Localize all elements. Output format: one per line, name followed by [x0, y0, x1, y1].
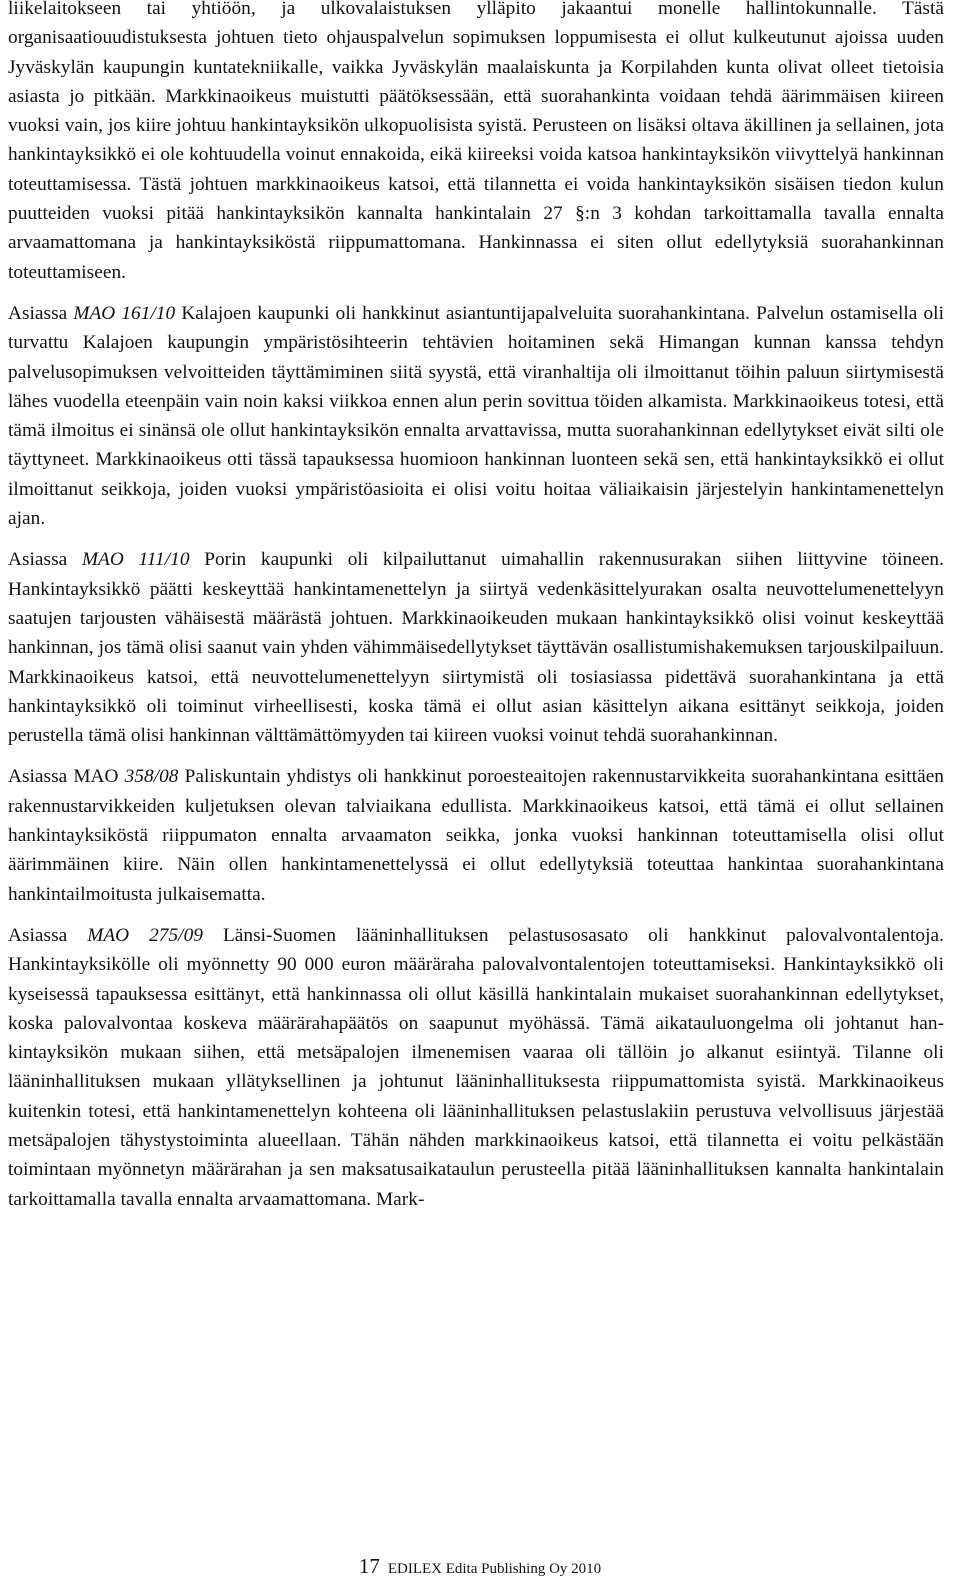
paragraph-2-prefix: Asiassa — [8, 302, 74, 324]
paragraph-2 — [8, 299, 944, 533]
paragraph-4-prefix: Asiassa MAO — [8, 766, 125, 788]
case-reference: MAO 111/10 — [81, 549, 190, 571]
paragraph-3-text: Porin kaupunki oli kilpailuttanut uimahallin rakennusurakan siihen liittyvine töineen. Hankintayksikkö päätti keskeyttää hankintamenettelyn ja siirtyä vedenkäsittelyurakan osalta neuvottelumenettelyyn saatujen tarjousten vähäisestä määrästä johtuen. Markkinaoikeuden mukaan hankintayksikkö olisi voinut keskeyttää hankinnan, jos tämä olisi saanut vain yhden vähimmäisedellytykset täyttävän osallistumishakemuksen tarjouskilpailuun. Markkinaoikeus katsoi, että neuvottelumenettelyyn siirtymistä oli tosiasiassa pidettävä suorahankintana ja että hankintayksikkö oli toiminut virheellisesti, koska tämä ei ollut asian käsittelyn aikana esittänyt seikkoja, joiden perustella tämä olisi hankinnan välttämättömyyden tai kiireen vuoksi voinut tehdä suorahankinnan. — [8, 549, 944, 747]
paragraph-3-prefix: Asiassa — [8, 549, 82, 571]
case-reference: MAO 275/09 — [87, 924, 203, 946]
publisher-credit: EDILEX Edita Publishing Oy 2010 — [387, 1561, 602, 1577]
paragraph-4-text: Paliskuntain yhdistys oli hankkinut poroesteaitojen rakennustarvikkeita suorahankintana esittäen rakennustarvikkeiden kuljetuksen olevan talviaikana edullista. Markkinaoikeus katsoi, että tämä ei ollut sellainen hankintayksiköstä riippumaton ennalta arvaamaton seikka, jonka vuoksi hankinnan toteuttamisella olisi ollut äärimmäinen kiire. Näin ollen hankintamenettelyssä ei ollut edellytyksiä toteuttaa hankintaa suorahankintana hankintailmoitusta julkaisematta. — [8, 766, 944, 905]
paragraph-5-text: Länsi-Suomen lääninhallituksen pelastusosasato oli hankkinut palovalvontalentoja. Hankintayksikölle oli myönnetty 90 000 euron määräraha palovalvontalentojen toteuttamiseksi. Hankintayksikkö oli kyseisessä tapauksessa esittänyt, että hankinnassa oli ollut käsillä hankintalain mukaiset suorahankinnan edellytykset, koska palovalvontaa koskeva määrärahapäätös on saapunut myöhässä. Tämä aikatauluongelma oli johtanut hankintayksikön mukaan siihen, että metsäpalojen ilmenemisen vaaraa oli tällöin jo alkanut esiintyä. Tilanne oli lääninhallituksen mukaan yllätyksellinen ja johtunut lääninhallituksesta riippumattomista syistä. Markkinaoikeus kuitenkin totesi, että hankintamenettelyn kohteena oli lääninhallituksen pelastuslakiin perustuva velvollisuus järjestää metsäpalojen tähystystoiminta alueellaan. Tähän nähden markkinaoikeus katsoi, että tilannetta ei voitu pelkästään toimintaan myönnetyn määrärahan ja sen maksatusaikataulun perusteella pitää lääninhallituksen kannalta hankintalain tarkoittamalla tavalla ennalta arvaamattomana. Mark- — [8, 924, 944, 1210]
case-reference: MAO 161/10 — [73, 302, 176, 324]
paragraph-4 — [8, 762, 944, 908]
paragraph-1 — [8, 0, 944, 287]
page-footer — [0, 1554, 960, 1579]
page-number: 17 — [358, 1554, 380, 1578]
paragraph-5-prefix: Asiassa — [8, 924, 88, 946]
paragraph-1-text: liikelaitokseen tai yhtiöön, ja ulkovalaistuksen ylläpito jakaantui monelle hallintokunnalle. Tästä organisaatiouudistuksesta johtuen tieto ohjauspalvelun sopimuksen loppumisesta ei ollut kulkeutunut ajoissa uuden Jyväskylän kaupungin kuntatekniikalle, vaikka Jyväskylän maalaiskunta ja Korpilahden kunta olivat olleet tietoisia asiasta jo pitkään. Markkinaoikeus muistutti päätöksessään, että suorahankinta voidaan tehdä äärimmäisen kiireen vuoksi vain, jos kiire johtuu hankintayksikön ulkopuolisista syistä. Perusteen on lisäksi oltava äkillinen ja sellainen, jota hankintayksikkö ei ole kohtuudella voinut ennakoida, eikä kiireeksi voida katsoa hankintayksikön viivyttelyä hankinnan toteuttamisessa. Tästä johtuen markkinaoikeus katsoi, että tilannetta ei voida hankintayksikön sisäisen tiedon kulun puutteiden vuoksi pitää hankintayksikön kannalta hankintalain 27 §:n 3 kohdan tarkoittamalla tavalla ennalta arvaamattomana ja hankintayksiköstä riippumattomana. Hankinnassa ei siten ollut edellytyksiä suorahankinnan toteuttamiseen. — [8, 0, 944, 283]
case-reference: 358/08 — [124, 766, 179, 788]
document-page — [8, 0, 944, 1214]
paragraph-5 — [8, 921, 944, 1214]
paragraph-2-text: Kalajoen kaupunki oli hankkinut asiantuntijapalveluita suorahankintana. Palvelun ostamisella oli turvattu Kalajoen kaupungin ympäristösihteerin tehtävien hoitaminen sekä Himangan kunnan kanssa tehdyn palvelusopimuksen velvoitteiden täyttämiminen siitä syystä, että viranhaltija oli ilmoittanut töihin paluun siirtymisestä lähes vuodella eteenpäin vain noin kaksi viikkoa ennen alun perin sovittua töiden alkamista. Markkinaoikeus totesi, että tämä ilmoitus ei sinänsä ole ollut hankintayksikön ennalta arvattavissa, mutta suorahankinnan edellytykset eivät silti ole täyttyneet. Markkinaoikeus otti tässä tapauksessa huomioon hankinnan luonteen sekä sen, että hankintayksikkö ei ollut ilmoittanut seikkoja, joiden vuoksi ympäristöasioita ei olisi voitu hoitaa väliaikaisin järjestelyin hankintamenettelyn ajan. — [8, 302, 944, 530]
paragraph-3 — [8, 545, 944, 750]
